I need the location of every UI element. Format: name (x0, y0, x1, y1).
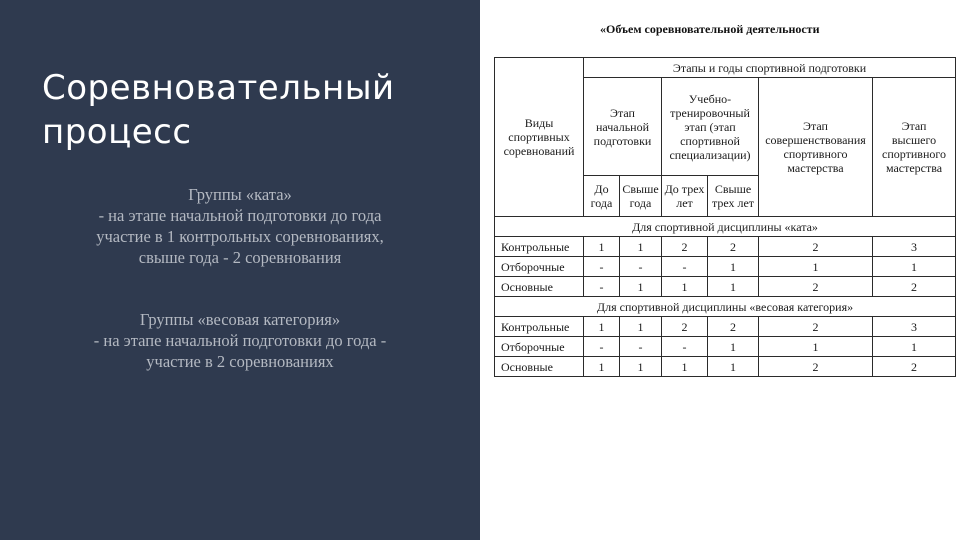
table-row (495, 357, 956, 377)
header-line: высшего (891, 133, 937, 147)
cell: 1 (708, 257, 759, 277)
table-row (495, 317, 956, 337)
table-row (495, 277, 956, 297)
cell: 1 (759, 257, 873, 277)
title-line: Соревновательный (42, 68, 395, 108)
row-kind: Основные (495, 357, 584, 377)
header-line: Этап (610, 105, 635, 120)
cell: 1 (620, 277, 662, 297)
table-row (495, 237, 956, 257)
cell: - (584, 337, 620, 357)
header-line: года (629, 196, 652, 210)
paragraph-line: Группы «ката» (188, 185, 292, 204)
cell: 2 (759, 277, 873, 297)
header-line: трех лет (711, 196, 755, 210)
header-line: Свыше (622, 182, 659, 196)
header-line: Этап (803, 119, 828, 133)
paragraph-line: участие в 2 соревнованиях (146, 352, 334, 371)
cell: 3 (873, 237, 956, 257)
header-line: совершенствования (765, 133, 866, 147)
paragraph-line: - на этапе начальной подготовки до года - (93, 331, 387, 350)
header-line: этап (этап (684, 119, 736, 134)
stage-header-training (662, 78, 759, 176)
cell: 1 (873, 257, 956, 277)
header-line: подготовки (593, 133, 652, 148)
cell: - (662, 337, 708, 357)
paragraph-line: - на этапе начальной подготовки до года (98, 206, 382, 225)
header-line: До (594, 182, 609, 196)
cell: 1 (708, 277, 759, 297)
cell: - (662, 257, 708, 277)
header-line: мастерства (787, 161, 844, 175)
paragraph-line: свыше года - 2 соревнования (138, 248, 342, 267)
header-line: спортивных (508, 130, 570, 144)
subheader-cell (620, 176, 662, 217)
header-line: спортивной (680, 133, 740, 148)
right-panel (480, 0, 960, 540)
cell: 3 (873, 317, 956, 337)
cell: 1 (584, 317, 620, 337)
cell: 2 (708, 237, 759, 257)
row-kind: Отборочные (495, 257, 584, 277)
cell: 1 (759, 337, 873, 357)
cell: 1 (620, 317, 662, 337)
weight-category-paragraph (30, 309, 450, 372)
header-line: года (590, 196, 613, 210)
cell: 2 (759, 357, 873, 377)
stages-header-cell: Этапы и годы спортивной подготовки (584, 58, 956, 78)
cell: 1 (620, 237, 662, 257)
kinds-header-cell (495, 58, 584, 217)
header-line: соревнований (503, 144, 575, 158)
table-row (495, 337, 956, 357)
cell: 1 (584, 237, 620, 257)
row-kind: Основные (495, 277, 584, 297)
cell: 1 (584, 357, 620, 377)
cell: - (584, 277, 620, 297)
header-line: До трех (664, 182, 705, 196)
row-kind: Контрольные (495, 317, 584, 337)
cell: 1 (662, 277, 708, 297)
subheader-cell (708, 176, 759, 217)
cell: - (620, 337, 662, 357)
cell: 2 (873, 277, 956, 297)
section-title-weight-category: Для спортивной дисциплины «весовая категория» (495, 297, 956, 317)
cell: - (620, 257, 662, 277)
header-line: начальной (595, 119, 650, 134)
subheader-cell (584, 176, 620, 217)
slide-title (42, 66, 462, 154)
header-line: Свыше (714, 182, 752, 196)
paragraph-line: участие в 1 контрольных соревнованиях, (96, 227, 384, 246)
header-line: лет (676, 196, 693, 210)
section-title-kata: Для спортивной дисциплины «ката» (495, 217, 956, 237)
header-line: спортивного (882, 147, 946, 161)
header-line: тренировочный (670, 105, 750, 120)
stage-header-higher (873, 78, 956, 217)
cell: 2 (873, 357, 956, 377)
cell: 2 (708, 317, 759, 337)
kata-groups-paragraph (30, 184, 450, 268)
row-kind: Контрольные (495, 237, 584, 257)
cell: 2 (662, 317, 708, 337)
cell: 1 (873, 337, 956, 357)
cell: 1 (662, 357, 708, 377)
cell: 2 (759, 237, 873, 257)
cell: 2 (759, 317, 873, 337)
header-line: специализации) (669, 147, 751, 162)
row-kind: Отборочные (495, 337, 584, 357)
cell: 1 (620, 357, 662, 377)
title-line: процесс (42, 112, 192, 152)
header-line: Этап (901, 119, 927, 133)
competition-volume-table (494, 57, 956, 377)
table-title: «Объем соревновательной деятельности (600, 22, 820, 36)
subheader-cell (662, 176, 708, 217)
stage-header-initial (584, 78, 662, 176)
header-line: Учебно- (688, 91, 732, 106)
header-line: мастерства (885, 161, 943, 175)
cell: 1 (708, 337, 759, 357)
stage-header-improvement (759, 78, 873, 217)
header-line: Виды (524, 116, 554, 130)
table-row (495, 257, 956, 277)
cell: 2 (662, 237, 708, 257)
paragraph-line: Группы «весовая категория» (139, 310, 341, 329)
cell: 1 (708, 357, 759, 377)
header-line: спортивного (783, 147, 848, 161)
cell: - (584, 257, 620, 277)
